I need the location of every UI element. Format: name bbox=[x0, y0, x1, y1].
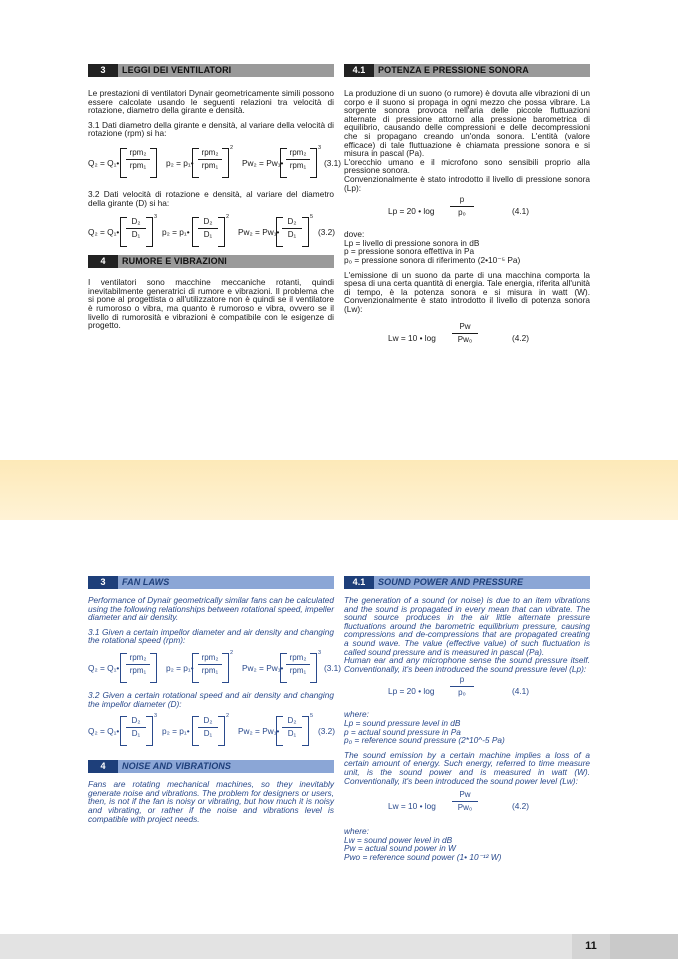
legend-lw-en: where: Lw = sound power level in dB Pw = actual sound power in W Pwo = reference sound power (1• 10⁻¹² W) bbox=[344, 826, 502, 862]
paragraph: Fans are rotating mechanical machines, so they inevitably generate noise and vibrations. The problem for designers or users, then, is not if the fan is noisy or vibrating, but how much it is noisy and vibrating, or rather if the noise and vibrations level is compatible with project needs. bbox=[88, 779, 334, 824]
section-title: LEGGI DEI VENTILATORI bbox=[118, 64, 334, 77]
formula-3-2-en: Q₂ = Q₁• D₂ D₁ 3 p₂ = p₁• D₂ D₁ 2 Pw₂ = Pw₁• D₂ D₁ 5 (3.2) bbox=[88, 714, 334, 748]
it-left-column bbox=[88, 64, 342, 331]
legend-lp-it: dove: Lp = livello di pressione sonora in dB p = pressione sonora effettiva in Pa p₀ = pressione sonora di riferimento (2•10⁻⁵ Pa) bbox=[344, 229, 521, 265]
section-header-3-it bbox=[88, 64, 334, 77]
section-number: 3 bbox=[88, 64, 118, 77]
formula-4-2-it: Lw = 10 • log Pw Pw₀ (4.2) bbox=[388, 322, 530, 345]
paragraph: 3.2 Dati velocità di rotazione e densità, al variare del diametro della girante (D) si ha: bbox=[88, 188, 334, 208]
paragraph: L'orecchio umano e il microfono sono sensibili proprio alla pressione sonora. bbox=[344, 156, 590, 176]
paragraph: Human ear and any microphone sense the sound pressure itself. Conventionally, it's been introduced the sound pressure level (Lp): bbox=[344, 655, 590, 674]
formula-3-2-it: Q₂ = Q₁• D₂ D₁ 3 p₂ = p₁• D₂ D₁ 2 Pw₂ = Pw₁• D₂ D₁ 5 (3.2) bbox=[88, 215, 334, 249]
paragraph: La produzione di un suono (o rumore) è dovuta alle vibrazioni di un corpo e il suono si propaga in ogni mezzo che possa vibrare. La sorgente sonora provoca nell'aria delle piccole fluttuazioni alternate di pressione attorno alla pressione barometrica di equilibrio, causando delle compressioni e delle decompressioni che si propagano creando un'onda sonora. L'entità (valore efficace) di tale fluttuazione è chiamata pressione sonora e si misura in pascal (Pa). bbox=[344, 88, 590, 159]
legend-lp-en: where: Lp = sound pressure level in dB p = actual sound pressure in Pa p₀ = reference sound pressure (2*10^-5 Pa) bbox=[344, 709, 505, 746]
section-header-4-1-it: 4.1 POTENZA E PRESSIONE SONORA bbox=[344, 64, 590, 77]
page-number: 11 bbox=[572, 934, 610, 959]
paragraph: 3.1 Given a certain impellor diameter and air density and changing the rotational speed (rpm): bbox=[88, 626, 334, 646]
footer-tab bbox=[610, 934, 678, 959]
paragraph: Le prestazioni di ventilatori Dynair geometricamente simili possono essere calcolate usando le seguenti relazioni tra velocità di rotazione, diametro della girante e densità. bbox=[88, 88, 334, 116]
section-header-4-en: 4 NOISE AND VIBRATIONS bbox=[88, 760, 334, 773]
paragraph: L'emissione di un suono da parte di una macchina comporta la spesa di una certa quantità di energia. Tale energia, riferita all'unità di tempo, è la potenza sonora e si misura in watt (W). Convenzionalmente è stato introdotto il livello di potenza sonora (Lw): bbox=[344, 269, 590, 314]
en-right-column bbox=[344, 576, 590, 861]
decorative-band bbox=[0, 460, 678, 520]
paragraph: I ventilatori sono macchine meccaniche rotanti, quindi inevitabilmente generatrici di rumore e vibrazioni. Il problema che si pone al progettista o all'utilizzatore non è quindi se il ventilatore è rumoroso o vibra, ma quanto è rumoroso e vibra, ovvero se il livello di rumorosità e vibrazioni è compatibile con le esigenze di progetto. bbox=[88, 277, 334, 331]
paragraph: Convenzionalmente è stato introdotto il livello di pressione sonora (Lp): bbox=[344, 173, 590, 193]
formula-4-1-en: Lp = 20 • log p p₀ (4.1) bbox=[388, 675, 530, 698]
formula-4-1-it: Lp = 20 • log p p₀ (4.1) bbox=[388, 195, 530, 218]
paragraph: The sound emission by a certain machine implies a loss of a certain amount of energy. Such energy, referred to time measure unit, is the sound power and is measured in watt (W). Conventionally, it's been introduced the sound power level (Lw): bbox=[344, 749, 590, 786]
section-header-4-1-en: 4.1 SOUND POWER AND PRESSURE bbox=[344, 576, 590, 589]
section-header-3-en: 3 FAN LAWS bbox=[88, 576, 334, 589]
formula-3-1-en: Q₂ = Q₁• rpm₂ rpm₁ p₂ = p₁• rpm₂ rpm₁ 2 Pw₂ = Pw₁• rpm₂ rpm₁ 3 (3.1) bbox=[88, 651, 334, 685]
paragraph: 3.2 Given a certain rotational speed and air density and changing the impellor diameter (D): bbox=[88, 689, 334, 709]
en-left-column bbox=[88, 576, 342, 824]
paragraph: The generation of a sound (or noise) is due to an item vibrations and the sound is propagated in every mean that can vibrate. The sound source produces in the air little alternate pressure fluctuations around the barometric equilibrium pressure, causing compressions and de-compressions that are propagated creating a sound wave. The value (effective value) of such fluctuation is called sound pressure and is measured in pascal (Pa). bbox=[344, 595, 590, 657]
it-right-column bbox=[344, 64, 590, 353]
paragraph: 3.1 Dati diametro della girante e densità, al variare della velocità di rotazione (rpm) si ha: bbox=[88, 119, 334, 139]
paragraph: Performance of Dynair geometrically similar fans can be calculated using the following relationships between rotational speed, impeller diameter and air density. bbox=[88, 595, 334, 623]
formula-3-1-it: Q₂ = Q₁• rpm₂ rpm₁ p₂ = p₁• rpm₂ rpm₁ 2 Pw₂ = Pw₁• rpm₂ rpm₁ 3 (3.1) bbox=[88, 146, 334, 180]
section-header-4-it: 4 RUMORE E VIBRAZIONI bbox=[88, 255, 334, 268]
formula-4-2-en: Lw = 10 • log Pw Pw₀ (4.2) bbox=[388, 790, 530, 813]
